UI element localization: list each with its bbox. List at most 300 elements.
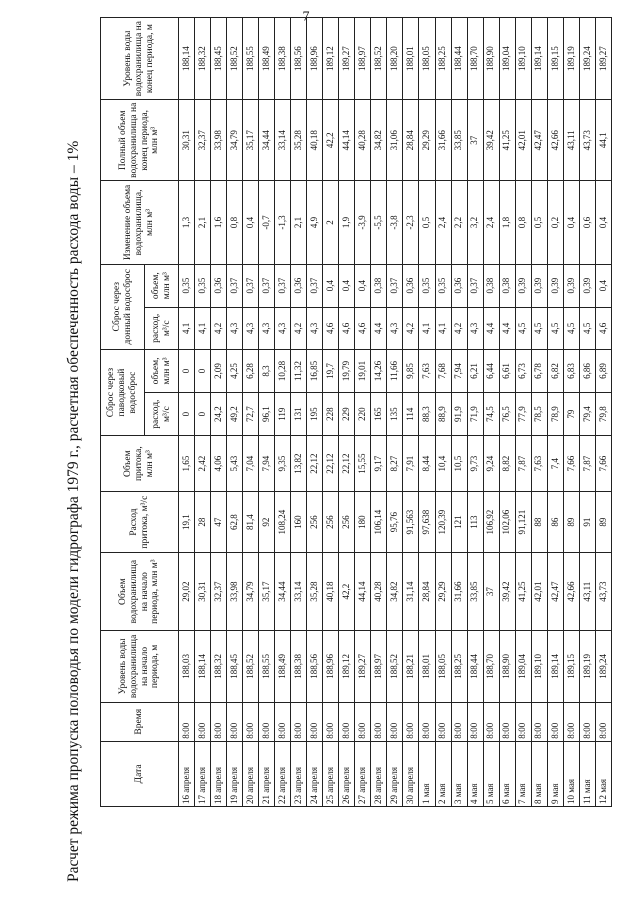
cell-spillway-volume: 6,83	[563, 349, 579, 392]
cell-inflow-rate: 160	[291, 492, 307, 553]
cell-spillway-discharge: 79	[563, 393, 579, 436]
table-row	[179, 18, 195, 807]
cell-bottom-volume: 0,38	[499, 264, 515, 307]
cell-volume-start: 40,18	[323, 553, 339, 631]
cell-spillway-discharge: 131	[291, 393, 307, 436]
cell-volume-start: 42,2	[339, 553, 355, 631]
cell-full-volume-end: 31,06	[387, 100, 403, 181]
cell-level-start: 189,19	[579, 631, 595, 703]
header-full-volume-end: Полный объем водохранилища на конец периода, млн м³	[101, 100, 179, 181]
cell-date: 18 апреля	[211, 741, 227, 806]
cell-spillway-volume: 6,61	[499, 349, 515, 392]
cell-volume-start: 43,73	[595, 553, 611, 631]
cell-inflow-volume: 22,12	[307, 436, 323, 492]
cell-bottom-volume: 0,35	[179, 264, 195, 307]
cell-bottom-discharge: 4,1	[195, 307, 211, 349]
cell-level-start: 188,45	[227, 631, 243, 703]
cell-inflow-rate: 180	[355, 492, 371, 553]
cell-spillway-discharge: 72,7	[243, 393, 259, 436]
table-row	[467, 18, 483, 807]
cell-level-start: 188,56	[307, 631, 323, 703]
cell-level-end: 189,24	[579, 18, 595, 100]
cell-time: 8:00	[227, 702, 243, 741]
cell-spillway-volume: 10,28	[275, 349, 291, 392]
cell-volume-start: 32,37	[211, 553, 227, 631]
cell-level-start: 189,24	[595, 631, 611, 703]
cell-time: 8:00	[179, 702, 195, 741]
cell-spillway-discharge: 77,9	[515, 393, 531, 436]
cell-date: 30 апреля	[403, 741, 419, 806]
cell-time: 8:00	[403, 702, 419, 741]
cell-spillway-discharge: 74,5	[483, 393, 499, 436]
cell-level-end: 188,38	[275, 18, 291, 100]
table-row	[307, 18, 323, 807]
table-row	[515, 18, 531, 807]
cell-inflow-rate: 89	[595, 492, 611, 553]
cell-inflow-volume: 7,87	[515, 436, 531, 492]
cell-date: 21 апреля	[259, 741, 275, 806]
cell-level-start: 189,12	[339, 631, 355, 703]
cell-volume-start: 43,11	[579, 553, 595, 631]
cell-spillway-volume: 11,32	[291, 349, 307, 392]
table-row	[451, 18, 467, 807]
cell-level-end: 189,12	[323, 18, 339, 100]
table-row	[227, 18, 243, 807]
cell-bottom-volume: 0,35	[435, 264, 451, 307]
cell-inflow-rate: 97,638	[419, 492, 435, 553]
cell-bottom-volume: 0,36	[403, 264, 419, 307]
cell-full-volume-end: 35,28	[291, 100, 307, 181]
cell-bottom-discharge: 4,3	[307, 307, 323, 349]
cell-bottom-discharge: 4,6	[595, 307, 611, 349]
cell-inflow-volume: 13,82	[291, 436, 307, 492]
cell-time: 8:00	[243, 702, 259, 741]
cell-level-end: 188,20	[387, 18, 403, 100]
header-spillway-volume: объем, млн м³	[145, 349, 179, 392]
cell-time: 8:00	[467, 702, 483, 741]
cell-spillway-volume: 6,44	[483, 349, 499, 392]
cell-date: 29 апреля	[387, 741, 403, 806]
cell-full-volume-end: 34,44	[259, 100, 275, 181]
cell-inflow-volume: 1,65	[179, 436, 195, 492]
cell-spillway-discharge: 76,5	[499, 393, 515, 436]
cell-date: 27 апреля	[355, 741, 371, 806]
cell-volume-start: 33,14	[291, 553, 307, 631]
cell-volume-start: 42,66	[563, 553, 579, 631]
cell-spillway-volume: 0	[179, 349, 195, 392]
cell-spillway-discharge: 165	[371, 393, 387, 436]
cell-volume-change: 0,4	[243, 181, 259, 264]
cell-bottom-discharge: 4,6	[323, 307, 339, 349]
cell-spillway-discharge: 114	[403, 393, 419, 436]
cell-level-start: 189,10	[531, 631, 547, 703]
cell-volume-start: 37	[483, 553, 499, 631]
cell-spillway-discharge: 96,1	[259, 393, 275, 436]
cell-level-end: 188,45	[211, 18, 227, 100]
cell-bottom-discharge: 4,4	[371, 307, 387, 349]
cell-full-volume-end: 43,73	[579, 100, 595, 181]
cell-volume-change: 2,1	[195, 181, 211, 264]
header-date: Дата	[101, 741, 179, 806]
cell-bottom-discharge: 4,3	[387, 307, 403, 349]
cell-spillway-volume: 4,25	[227, 349, 243, 392]
cell-level-start: 189,14	[547, 631, 563, 703]
cell-date: 1 мая	[419, 741, 435, 806]
cell-time: 8:00	[323, 702, 339, 741]
cell-bottom-discharge: 4,5	[515, 307, 531, 349]
table-row	[323, 18, 339, 807]
cell-spillway-discharge: 135	[387, 393, 403, 436]
cell-level-end: 188,56	[291, 18, 307, 100]
cell-volume-start: 30,31	[195, 553, 211, 631]
table-row	[595, 18, 611, 807]
cell-spillway-volume: 6,21	[467, 349, 483, 392]
cell-bottom-discharge: 4,6	[339, 307, 355, 349]
cell-date: 12 мая	[595, 741, 611, 806]
table-row	[259, 18, 275, 807]
cell-level-end: 188,49	[259, 18, 275, 100]
cell-full-volume-end: 33,14	[275, 100, 291, 181]
header-volume-change: Изменение объема водохранилища, млн м³	[101, 181, 179, 264]
cell-level-end: 188,52	[227, 18, 243, 100]
cell-date: 24 апреля	[307, 741, 323, 806]
cell-time: 8:00	[435, 702, 451, 741]
cell-level-end: 189,19	[563, 18, 579, 100]
table-row	[435, 18, 451, 807]
cell-volume-change: 0,8	[515, 181, 531, 264]
cell-volume-change: -2,3	[403, 181, 419, 264]
cell-volume-start: 34,79	[243, 553, 259, 631]
cell-spillway-volume: 9,85	[403, 349, 419, 392]
cell-spillway-discharge: 49,2	[227, 393, 243, 436]
cell-level-start: 189,15	[563, 631, 579, 703]
cell-time: 8:00	[483, 702, 499, 741]
cell-inflow-volume: 5,43	[227, 436, 243, 492]
cell-inflow-volume: 8,44	[419, 436, 435, 492]
cell-date: 28 апреля	[371, 741, 387, 806]
cell-bottom-discharge: 4,4	[499, 307, 515, 349]
cell-level-start: 188,21	[403, 631, 419, 703]
cell-level-start: 188,52	[243, 631, 259, 703]
cell-volume-change: 0,8	[227, 181, 243, 264]
cell-bottom-volume: 0,35	[195, 264, 211, 307]
cell-bottom-volume: 0,37	[227, 264, 243, 307]
cell-bottom-discharge: 4,2	[211, 307, 227, 349]
cell-volume-change: 0,4	[595, 181, 611, 264]
cell-level-start: 188,44	[467, 631, 483, 703]
cell-full-volume-end: 40,18	[307, 100, 323, 181]
header-inflow-rate: Расход притока, м³/с	[101, 492, 179, 553]
cell-full-volume-end: 42,47	[531, 100, 547, 181]
cell-inflow-rate: 92	[259, 492, 275, 553]
cell-level-end: 188,55	[243, 18, 259, 100]
page-number: 7	[302, 9, 310, 25]
cell-time: 8:00	[451, 702, 467, 741]
cell-inflow-volume: 7,94	[259, 436, 275, 492]
cell-spillway-volume: 7,63	[419, 349, 435, 392]
cell-inflow-rate: 28	[195, 492, 211, 553]
cell-bottom-volume: 0,4	[339, 264, 355, 307]
cell-time: 8:00	[499, 702, 515, 741]
cell-time: 8:00	[355, 702, 371, 741]
cell-date: 2 мая	[435, 741, 451, 806]
cell-level-end: 188,52	[371, 18, 387, 100]
cell-full-volume-end: 44,1	[595, 100, 611, 181]
cell-date: 20 апреля	[243, 741, 259, 806]
table-row	[211, 18, 227, 807]
cell-full-volume-end: 43,11	[563, 100, 579, 181]
cell-level-start: 188,97	[371, 631, 387, 703]
cell-full-volume-end: 42,01	[515, 100, 531, 181]
cell-volume-change: 0,5	[419, 181, 435, 264]
cell-spillway-discharge: 91,9	[451, 393, 467, 436]
cell-time: 8:00	[547, 702, 563, 741]
cell-bottom-discharge: 4,6	[355, 307, 371, 349]
cell-inflow-rate: 108,24	[275, 492, 291, 553]
cell-bottom-discharge: 4,5	[579, 307, 595, 349]
cell-bottom-discharge: 4,3	[243, 307, 259, 349]
cell-spillway-volume: 11,66	[387, 349, 403, 392]
cell-volume-start: 44,14	[355, 553, 371, 631]
cell-full-volume-end: 41,25	[499, 100, 515, 181]
cell-spillway-discharge: 88,3	[419, 393, 435, 436]
cell-volume-change: 2,4	[483, 181, 499, 264]
cell-level-start: 188,96	[323, 631, 339, 703]
cell-volume-start: 33,98	[227, 553, 243, 631]
header-level-start: Уровень воды водохранилища на начало периода, м	[101, 631, 179, 703]
table-row	[547, 18, 563, 807]
cell-volume-change: 0,2	[547, 181, 563, 264]
table-body	[179, 18, 612, 807]
cell-spillway-volume: 6,89	[595, 349, 611, 392]
cell-level-end: 189,15	[547, 18, 563, 100]
cell-full-volume-end: 34,82	[371, 100, 387, 181]
cell-date: 26 апреля	[339, 741, 355, 806]
cell-inflow-volume: 22,12	[323, 436, 339, 492]
cell-inflow-volume: 7,66	[595, 436, 611, 492]
cell-volume-start: 34,44	[275, 553, 291, 631]
cell-date: 9 мая	[547, 741, 563, 806]
cell-date: 11 мая	[579, 741, 595, 806]
cell-bottom-discharge: 4,1	[435, 307, 451, 349]
cell-level-start: 189,27	[355, 631, 371, 703]
cell-full-volume-end: 37	[467, 100, 483, 181]
cell-spillway-volume: 0	[195, 349, 211, 392]
table-row	[291, 18, 307, 807]
table-row	[355, 18, 371, 807]
cell-date: 10 мая	[563, 741, 579, 806]
cell-date: 7 мая	[515, 741, 531, 806]
cell-inflow-rate: 113	[467, 492, 483, 553]
cell-inflow-rate: 95,76	[387, 492, 403, 553]
cell-volume-start: 31,66	[451, 553, 467, 631]
cell-spillway-discharge: 79,8	[595, 393, 611, 436]
cell-inflow-rate: 106,14	[371, 492, 387, 553]
cell-time: 8:00	[563, 702, 579, 741]
cell-full-volume-end: 29,29	[419, 100, 435, 181]
cell-time: 8:00	[531, 702, 547, 741]
cell-time: 8:00	[579, 702, 595, 741]
cell-level-end: 188,70	[467, 18, 483, 100]
cell-bottom-volume: 0,39	[531, 264, 547, 307]
cell-date: 4 мая	[467, 741, 483, 806]
cell-level-end: 188,44	[451, 18, 467, 100]
cell-date: 5 мая	[483, 741, 499, 806]
cell-level-end: 189,04	[499, 18, 515, 100]
cell-inflow-rate: 19,1	[179, 492, 195, 553]
cell-inflow-rate: 256	[307, 492, 323, 553]
cell-volume-start: 35,28	[307, 553, 323, 631]
cell-inflow-rate: 88	[531, 492, 547, 553]
discharge-table	[100, 17, 612, 807]
cell-volume-change: -5,5	[371, 181, 387, 264]
cell-time: 8:00	[595, 702, 611, 741]
cell-inflow-volume: 9,24	[483, 436, 499, 492]
cell-inflow-rate: 256	[323, 492, 339, 553]
cell-volume-change: 1,9	[339, 181, 355, 264]
table-row	[195, 18, 211, 807]
cell-volume-start: 35,17	[259, 553, 275, 631]
cell-date: 16 апреля	[179, 741, 195, 806]
cell-volume-start: 41,25	[515, 553, 531, 631]
cell-spillway-volume: 19,79	[339, 349, 355, 392]
cell-date: 3 мая	[451, 741, 467, 806]
cell-inflow-volume: 7,4	[547, 436, 563, 492]
cell-level-end: 188,25	[435, 18, 451, 100]
cell-volume-change: 0,4	[563, 181, 579, 264]
cell-bottom-volume: 0,35	[419, 264, 435, 307]
cell-bottom-discharge: 4,4	[483, 307, 499, 349]
cell-bottom-discharge: 4,2	[451, 307, 467, 349]
cell-volume-start: 39,42	[499, 553, 515, 631]
cell-time: 8:00	[307, 702, 323, 741]
cell-spillway-volume: 6,73	[515, 349, 531, 392]
cell-date: 6 мая	[499, 741, 515, 806]
cell-level-start: 188,70	[483, 631, 499, 703]
cell-spillway-volume: 14,26	[371, 349, 387, 392]
cell-bottom-volume: 0,4	[323, 264, 339, 307]
cell-time: 8:00	[339, 702, 355, 741]
cell-bottom-volume: 0,39	[547, 264, 563, 307]
cell-inflow-rate: 91,563	[403, 492, 419, 553]
cell-level-start: 188,38	[291, 631, 307, 703]
cell-inflow-volume: 9,35	[275, 436, 291, 492]
cell-full-volume-end: 28,84	[403, 100, 419, 181]
cell-level-start: 188,05	[435, 631, 451, 703]
cell-bottom-discharge: 4,3	[275, 307, 291, 349]
cell-volume-change: 1,3	[179, 181, 195, 264]
cell-spillway-discharge: 229	[339, 393, 355, 436]
table-row	[499, 18, 515, 807]
cell-spillway-discharge: 0	[179, 393, 195, 436]
cell-spillway-volume: 6,82	[547, 349, 563, 392]
cell-full-volume-end: 31,66	[435, 100, 451, 181]
cell-volume-change: -3,8	[387, 181, 403, 264]
cell-date: 25 апреля	[323, 741, 339, 806]
table-row	[483, 18, 499, 807]
cell-inflow-volume: 22,12	[339, 436, 355, 492]
cell-bottom-discharge: 4,1	[179, 307, 195, 349]
cell-time: 8:00	[275, 702, 291, 741]
cell-full-volume-end: 40,28	[355, 100, 371, 181]
cell-inflow-rate: 121	[451, 492, 467, 553]
cell-spillway-volume: 19,7	[323, 349, 339, 392]
cell-full-volume-end: 33,98	[211, 100, 227, 181]
cell-spillway-volume: 6,86	[579, 349, 595, 392]
cell-time: 8:00	[515, 702, 531, 741]
cell-volume-change: -3,9	[355, 181, 371, 264]
cell-inflow-rate: 47	[211, 492, 227, 553]
cell-inflow-volume: 7,87	[579, 436, 595, 492]
table-row	[563, 18, 579, 807]
table-row	[243, 18, 259, 807]
cell-inflow-volume: 7,91	[403, 436, 419, 492]
cell-bottom-discharge: 4,5	[547, 307, 563, 349]
cell-full-volume-end: 33,85	[451, 100, 467, 181]
cell-bottom-discharge: 4,5	[563, 307, 579, 349]
cell-spillway-discharge: 119	[275, 393, 291, 436]
cell-level-start: 188,01	[419, 631, 435, 703]
cell-bottom-volume: 0,37	[275, 264, 291, 307]
cell-bottom-volume: 0,36	[291, 264, 307, 307]
cell-time: 8:00	[419, 702, 435, 741]
cell-volume-change: -1,3	[275, 181, 291, 264]
cell-inflow-rate: 81,4	[243, 492, 259, 553]
cell-full-volume-end: 42,2	[323, 100, 339, 181]
cell-volume-start: 40,28	[371, 553, 387, 631]
cell-full-volume-end: 44,14	[339, 100, 355, 181]
cell-date: 19 апреля	[227, 741, 243, 806]
cell-full-volume-end: 34,79	[227, 100, 243, 181]
cell-volume-change: 1,6	[211, 181, 227, 264]
cell-date: 8 мая	[531, 741, 547, 806]
cell-volume-start: 42,01	[531, 553, 547, 631]
cell-bottom-discharge: 4,3	[467, 307, 483, 349]
cell-level-start: 188,52	[387, 631, 403, 703]
cell-bottom-discharge: 4,5	[531, 307, 547, 349]
cell-inflow-rate: 91,121	[515, 492, 531, 553]
cell-bottom-volume: 0,4	[355, 264, 371, 307]
cell-volume-change: 2,2	[451, 181, 467, 264]
cell-level-end: 188,97	[355, 18, 371, 100]
cell-level-end: 188,90	[483, 18, 499, 100]
cell-level-start: 188,49	[275, 631, 291, 703]
cell-full-volume-end: 32,37	[195, 100, 211, 181]
cell-time: 8:00	[387, 702, 403, 741]
cell-inflow-rate: 256	[339, 492, 355, 553]
cell-inflow-volume: 9,17	[371, 436, 387, 492]
cell-bottom-volume: 0,36	[211, 264, 227, 307]
cell-spillway-discharge: 220	[355, 393, 371, 436]
cell-level-end: 188,14	[179, 18, 195, 100]
header-spillway-group: Сброс через паводковый водосброс	[101, 349, 145, 435]
header-level-end: Уровень воды водохранилища на конец периода, м	[101, 18, 179, 100]
cell-inflow-rate: 91	[579, 492, 595, 553]
cell-inflow-volume: 7,04	[243, 436, 259, 492]
cell-level-start: 188,14	[195, 631, 211, 703]
cell-volume-change: 1,8	[499, 181, 515, 264]
cell-spillway-volume: 7,94	[451, 349, 467, 392]
cell-bottom-volume: 0,39	[563, 264, 579, 307]
table-row	[387, 18, 403, 807]
header-time: Время	[101, 702, 179, 741]
cell-inflow-volume: 10,4	[435, 436, 451, 492]
cell-spillway-discharge: 71,9	[467, 393, 483, 436]
cell-inflow-volume: 8,27	[387, 436, 403, 492]
header-spillway-discharge: расход, м³/с	[145, 393, 179, 436]
cell-inflow-rate: 106,92	[483, 492, 499, 553]
cell-volume-change: 0,5	[531, 181, 547, 264]
